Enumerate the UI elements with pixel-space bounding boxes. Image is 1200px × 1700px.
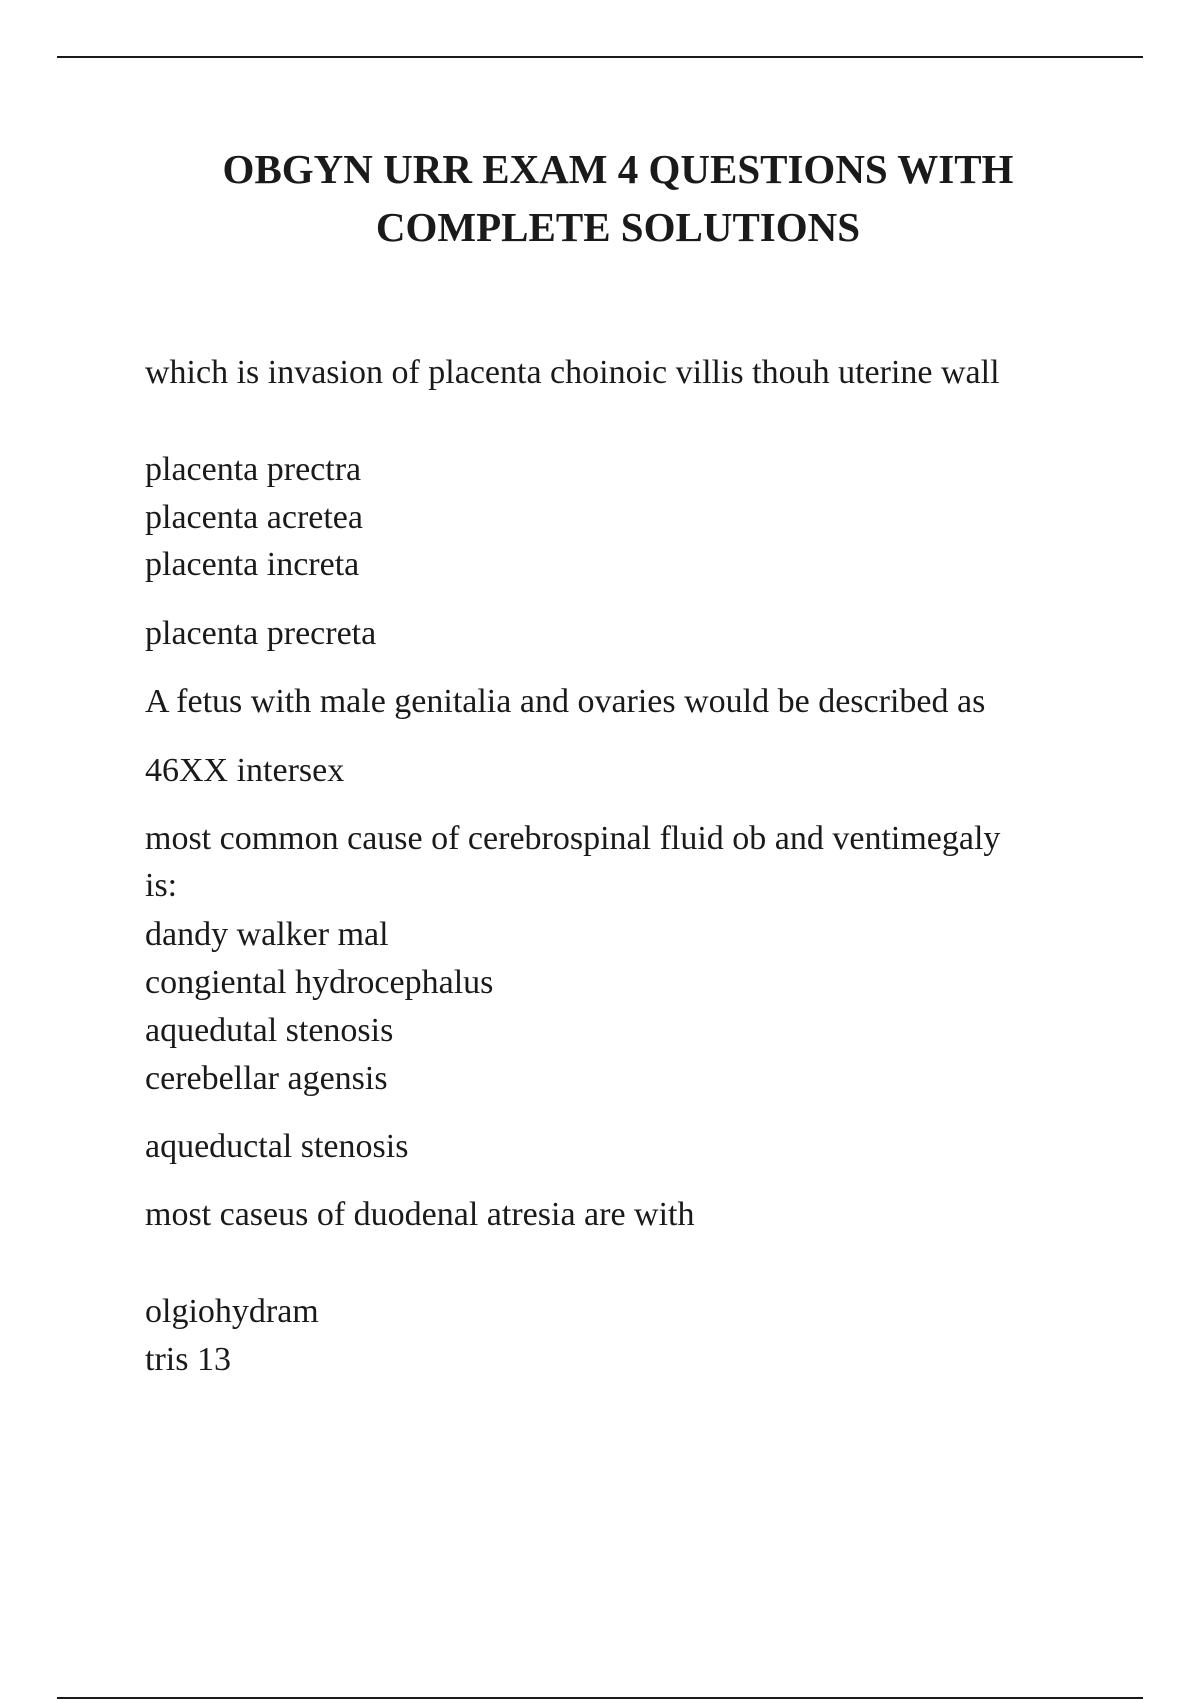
option-text: dandy walker mal	[145, 916, 389, 953]
question-1: which is invasion of placenta choinoic villis thouh uterine wall	[145, 354, 1000, 391]
question-4: most caseus of duodenal atresia are with	[145, 1196, 695, 1233]
option-text: cerebellar agensis	[145, 1060, 388, 1097]
option-text: placenta prectra	[145, 451, 362, 488]
answer-2: 46XX intersex	[145, 752, 345, 789]
footer-rule	[57, 1697, 1143, 1699]
option-text: aquedutal stenosis	[145, 1012, 394, 1049]
option-text: placenta increta	[145, 546, 360, 583]
answer-3: aqueductal stenosis	[145, 1128, 409, 1165]
question-2: A fetus with male genitalia and ovaries would be described as	[145, 683, 986, 720]
option-text: tris 13	[145, 1341, 231, 1378]
option-text: placenta acretea	[145, 499, 363, 536]
option-text: olgiohydram	[145, 1293, 319, 1330]
question-3-continued: is:	[145, 867, 178, 904]
option-text: congiental hydrocephalus	[145, 964, 494, 1001]
page-title	[0, 140, 1200, 256]
title-line-1: OBGYN URR EXAM 4 QUESTIONS WITH	[222, 146, 1014, 192]
title-line-2: COMPLETE SOLUTIONS	[375, 204, 861, 250]
header-rule	[57, 56, 1143, 58]
question-3: most common cause of cerebrospinal fluid ob and ventimegaly	[145, 820, 1001, 857]
answer-1: placenta precreta	[145, 615, 377, 652]
